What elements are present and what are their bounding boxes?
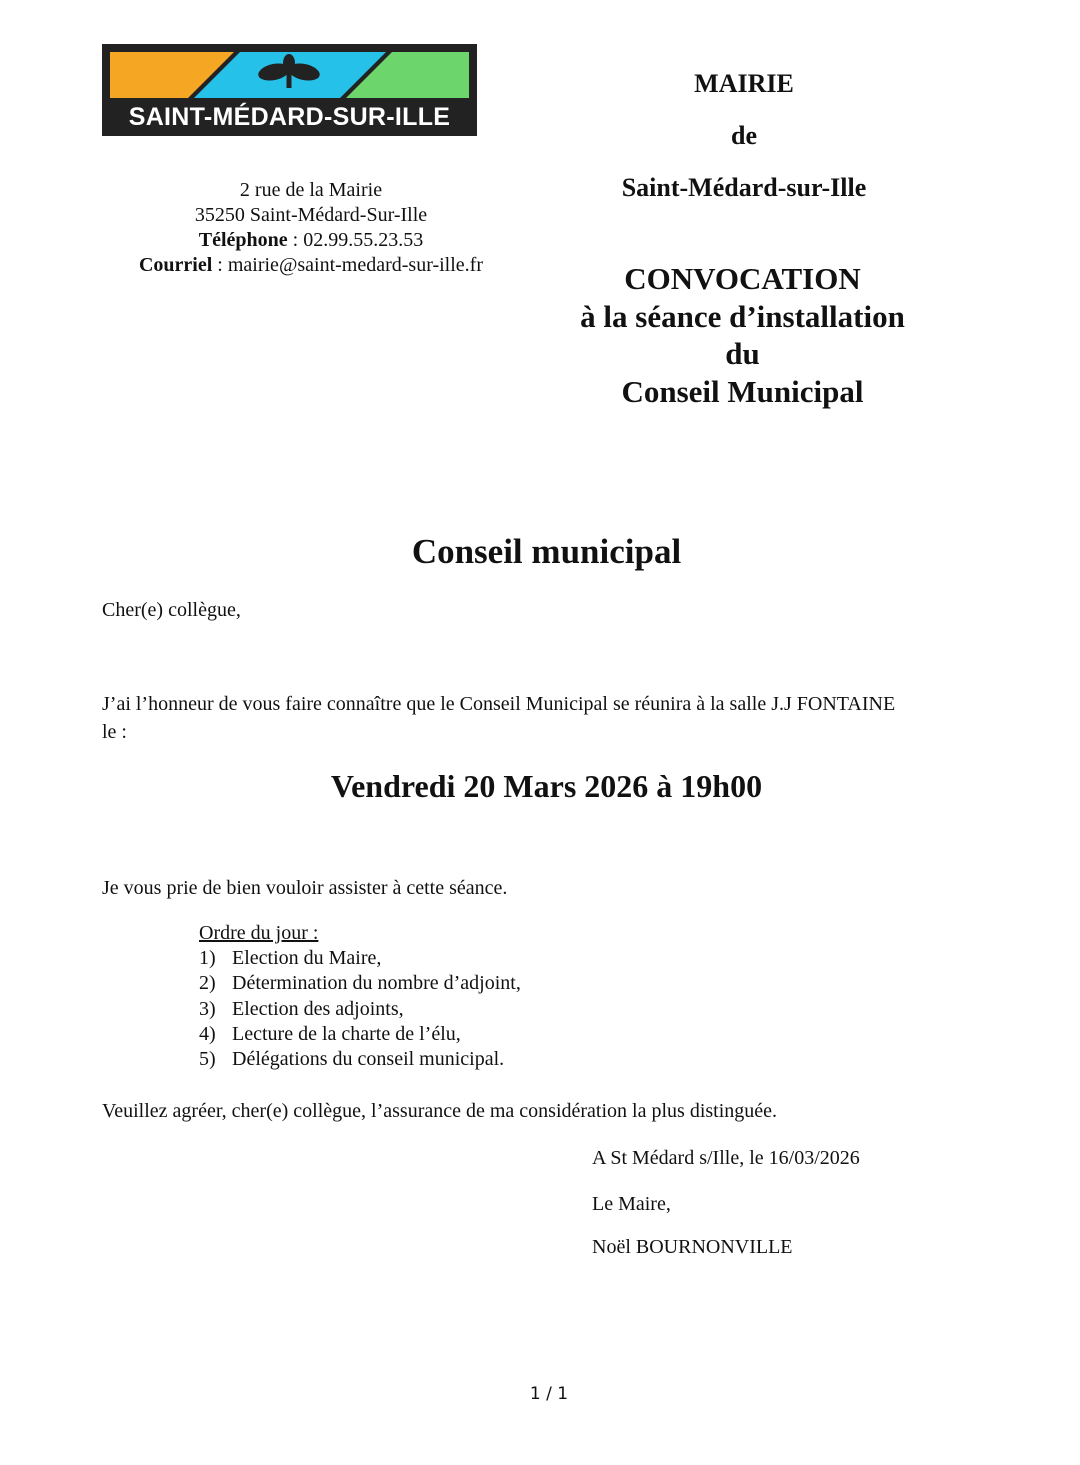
agenda-item-text: Lecture de la charte de l’élu, <box>232 1022 461 1045</box>
list-item <box>199 1047 521 1072</box>
list-item <box>199 971 521 996</box>
signature-name: Noël BOURNONVILLE <box>592 1236 793 1258</box>
meeting-date: Vendredi 20 Mars 2026 à 19h00 <box>330 768 763 804</box>
address-street: 2 rue de la Mairie <box>239 179 383 201</box>
email-value: : mairie@saint-medard-sur-ille.fr <box>212 254 483 276</box>
email-label: Courriel <box>138 254 213 276</box>
phone-label: Téléphone <box>198 229 288 251</box>
signature-title: Le Maire, <box>592 1193 671 1215</box>
page-number: 1 / 1 <box>529 1384 569 1404</box>
agenda-item-text: Election des adjoints, <box>232 997 404 1020</box>
convocation-line-1: CONVOCATION <box>624 261 861 296</box>
address-phone <box>102 228 520 253</box>
mairie-header <box>585 58 903 214</box>
convocation-line-4: Conseil Municipal <box>621 373 864 409</box>
intro-line-2: le : <box>102 721 127 743</box>
agenda-item-text: Election du Maire, <box>232 947 382 969</box>
list-item <box>199 997 521 1022</box>
agenda-item-text: Délégations du conseil municipal. <box>232 1048 505 1071</box>
agenda-item-number: 5) <box>199 1048 216 1071</box>
phone-value: : 02.99.55.23.53 <box>287 229 424 251</box>
mairie-line: MAIRIE <box>694 69 794 98</box>
mairie-town-line: Saint-Médard-sur-Ille <box>621 173 867 202</box>
list-item <box>199 946 521 971</box>
closing-formula: Veuillez agréer, cher(e) collègue, l’assurance de ma considération la plus distinguée. <box>102 1100 778 1122</box>
logo-text: SAINT-MÉDARD-SUR-ILLE <box>128 103 451 131</box>
salutation: Cher(e) collègue, <box>102 599 241 621</box>
agenda-title: Ordre du jour : <box>199 922 319 944</box>
municipality-logo <box>102 44 477 136</box>
list-item <box>199 1022 521 1047</box>
address-email <box>102 253 520 278</box>
intro-line-1: J’ai l’honneur de vous faire connaître que le Conseil Municipal se réunira à la salle J.J FONTAINE <box>102 693 896 715</box>
mairie-de-line: de <box>731 121 757 150</box>
convocation-line-3: du <box>725 336 760 371</box>
agenda-item-number: 1) <box>199 947 216 969</box>
convocation-title <box>545 260 940 410</box>
signature-place-date: A St Médard s/Ille, le 16/03/2026 <box>592 1147 860 1169</box>
agenda-list <box>199 946 521 1072</box>
agenda-item-number: 3) <box>199 997 216 1020</box>
agenda-item-number: 4) <box>199 1022 216 1045</box>
agenda-item-text: Détermination du nombre d’adjoint, <box>232 972 521 995</box>
address-city: 35250 Saint-Médard-Sur-Ille <box>194 204 428 226</box>
attendance-request: Je vous prie de bien vouloir assister à cette séance. <box>102 877 508 899</box>
address-block <box>102 178 520 278</box>
convocation-line-2: à la séance d’installation <box>580 298 905 334</box>
page-title: Conseil municipal <box>411 532 682 571</box>
agenda-item-number: 2) <box>199 972 216 995</box>
